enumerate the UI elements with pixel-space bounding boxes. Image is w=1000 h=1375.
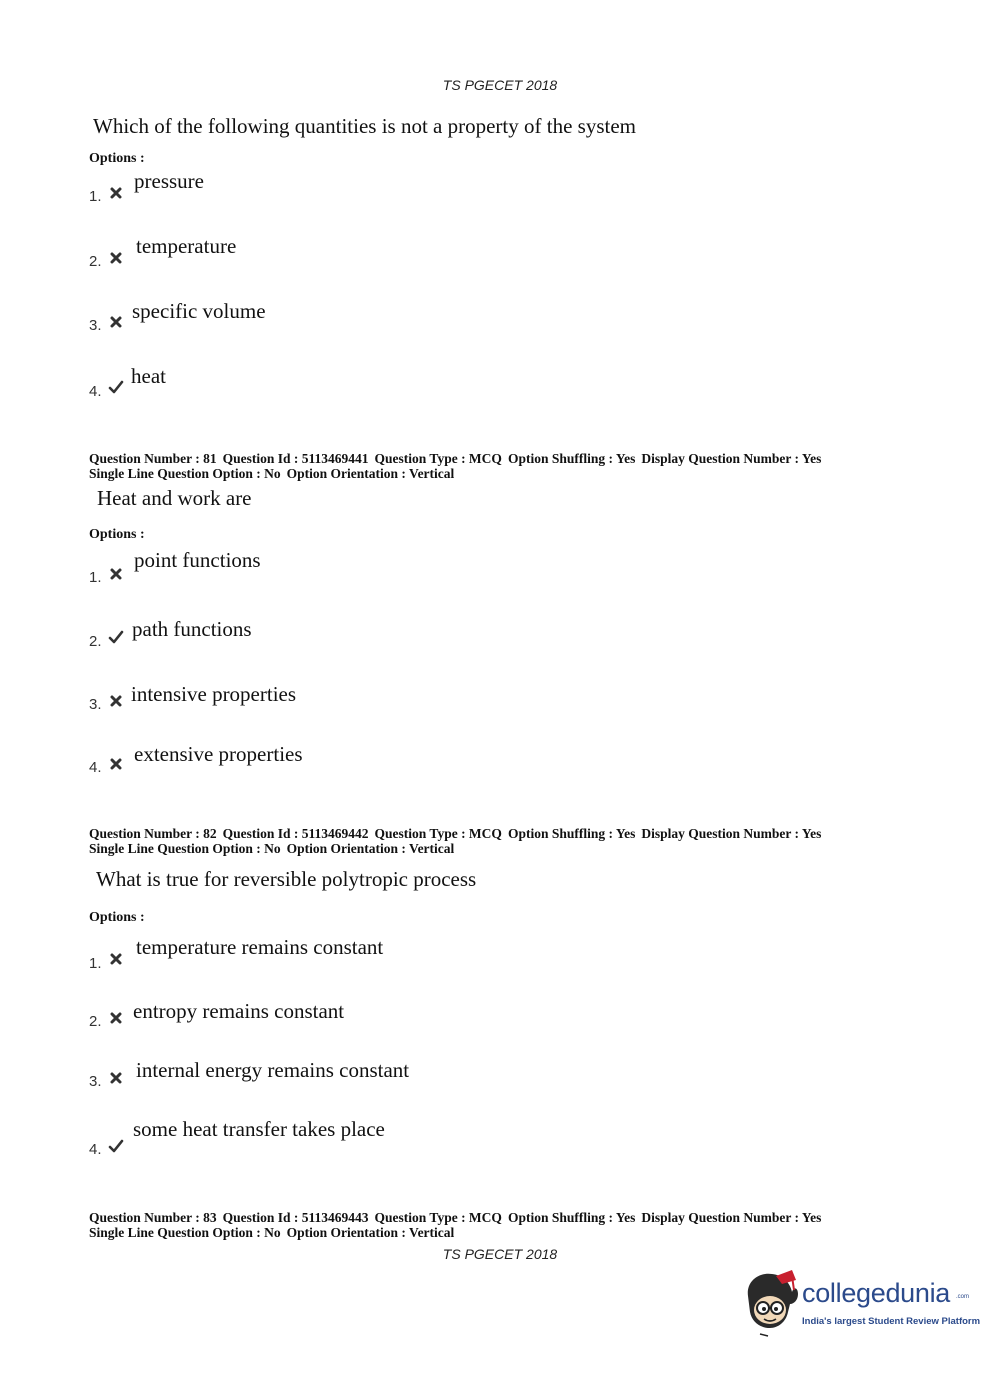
logo-suffix: .com (956, 1294, 970, 1300)
option-item (0, 1117, 700, 1157)
page-footer: TS PGECET 2018 (442, 1246, 558, 1262)
cross-icon (108, 1070, 124, 1086)
cross-icon (108, 185, 124, 201)
cross-icon (108, 250, 124, 266)
cross-icon (108, 693, 124, 709)
option-text: specific volume (132, 299, 266, 323)
meta-line-2: Single Line Question Option : No Option Orientation : Vertical (89, 841, 455, 856)
option-number: 2. (89, 633, 102, 650)
option-number: 4. (89, 383, 102, 400)
check-icon (108, 379, 124, 395)
option-text: path functions (132, 617, 252, 641)
option-text: entropy remains constant (133, 999, 345, 1023)
option-text: extensive properties (134, 742, 303, 766)
option-number: 1. (89, 188, 102, 205)
check-icon (108, 629, 124, 645)
logo-tagline: India's largest Student Review Platform (802, 1316, 981, 1327)
cross-icon (108, 314, 124, 330)
options-label: Options : (89, 527, 145, 542)
option-text: temperature (136, 234, 237, 258)
option-item (0, 297, 700, 337)
meta-line-2: Single Line Question Option : No Option Orientation : Vertical (89, 466, 455, 481)
meta-line-1: Question Number : 82 Question Id : 5113469442 Question Type : MCQ Option Shuffling : Yes Display Question Number : Yes (89, 826, 822, 841)
option-number: 1. (89, 569, 102, 586)
option-number: 2. (89, 1013, 102, 1030)
meta-line-1: Question Number : 83 Question Id : 5113469443 Question Type : MCQ Option Shuffling : Yes Display Question Number : Yes (89, 1210, 822, 1225)
option-item (0, 935, 700, 975)
option-number: 2. (89, 253, 102, 270)
cross-icon (108, 756, 124, 772)
option-item (0, 617, 700, 657)
option-item (0, 1058, 700, 1098)
option-text: pressure (134, 169, 204, 193)
option-number: 3. (89, 317, 102, 334)
question-text: Which of the following quantities is not a property of the system (93, 114, 636, 138)
option-item (0, 682, 700, 722)
collegedunia-logo[interactable] (742, 1268, 981, 1338)
mascot-icon (742, 1268, 800, 1338)
question-meta (89, 451, 827, 481)
option-item (0, 548, 700, 588)
option-item (0, 168, 700, 208)
options-label: Options : (89, 910, 145, 925)
option-number: 1. (89, 955, 102, 972)
question-text: Heat and work are (97, 486, 252, 510)
options-label: Options : (89, 151, 145, 166)
logo-wordmark: collegedunia (802, 1278, 951, 1308)
question-meta (89, 826, 827, 856)
cross-icon (108, 951, 124, 967)
question-meta (89, 1210, 827, 1240)
option-text: intensive properties (131, 682, 297, 706)
meta-line-2: Single Line Question Option : No Option Orientation : Vertical (89, 1225, 455, 1240)
check-icon (108, 1138, 124, 1154)
option-text: point functions (134, 548, 261, 572)
option-item (0, 742, 700, 782)
option-item (0, 233, 700, 273)
option-text: some heat transfer takes place (133, 1117, 385, 1141)
cross-icon (108, 1010, 124, 1026)
option-item (0, 364, 700, 404)
option-text: heat (131, 364, 166, 388)
option-number: 4. (89, 759, 102, 776)
question-text: What is true for reversible polytropic process (96, 867, 477, 891)
cross-icon (108, 566, 124, 582)
option-number: 3. (89, 1073, 102, 1090)
option-text: internal energy remains constant (136, 1058, 410, 1082)
page-header: TS PGECET 2018 (442, 77, 558, 93)
meta-line-1: Question Number : 81 Question Id : 5113469441 Question Type : MCQ Option Shuffling : Yes Display Question Number : Yes (89, 451, 822, 466)
option-text: temperature remains constant (136, 935, 384, 959)
option-number: 3. (89, 696, 102, 713)
option-number: 4. (89, 1141, 102, 1158)
option-item (0, 999, 700, 1039)
